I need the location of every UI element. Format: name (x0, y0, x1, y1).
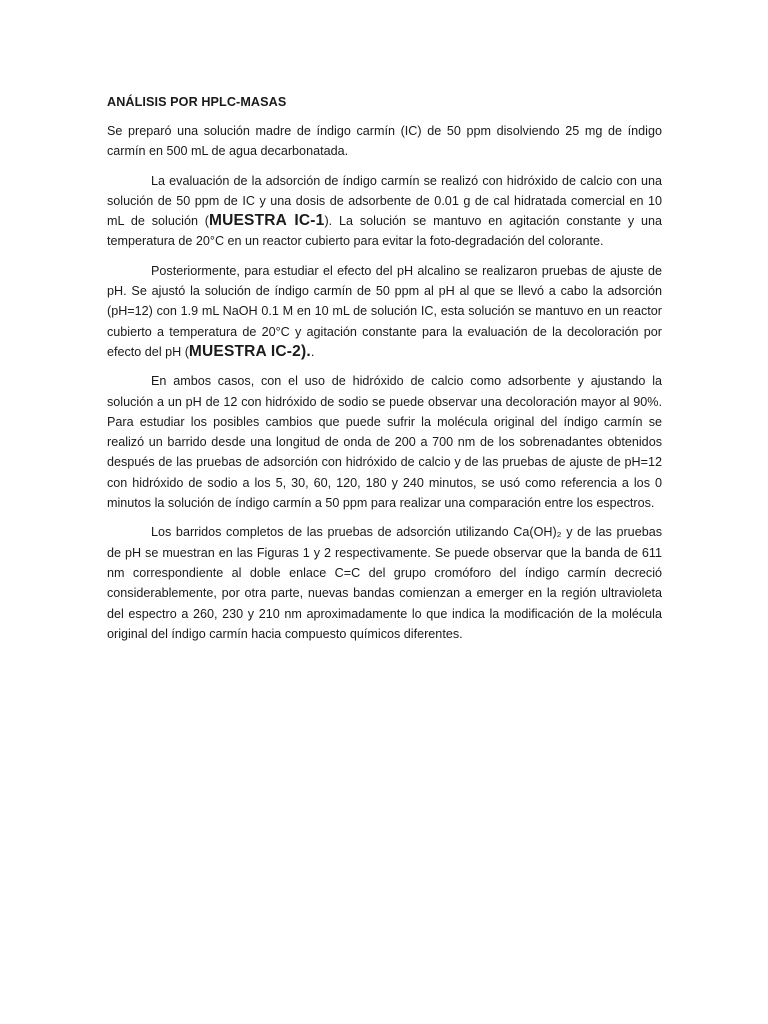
section-heading: ANÁLISIS POR HPLC-MASAS (107, 95, 287, 109)
paragraph-2 (107, 171, 662, 252)
paragraph-2-text-before: La evaluación de la adsorción de índigo carmín se realizó con hidróxido de calcio con una solución de 50 ppm de IC y una dosis de adsorbente de 0.01 g de cal hidratada comercial en 10 mL de solución ( (107, 173, 662, 229)
paragraph-3-text-after: . (310, 344, 315, 359)
paragraph-4: En ambos casos, con el uso de hidróxido de calcio como adsorbente y ajustando la solución a un pH de 12 con hidróxido de sodio se puede observar una decoloración mayor al 90%. Para estudiar los posibles cambios que puede sufrir la molécula original del índigo carmín se realizó un barrido desde una longitud de onda de 200 a 700 nm de los sobrenadantes obtenidos después de las pruebas de adsorción con hidróxido de calcio y de las pruebas de ajuste de pH=12 con hidróxido de sodio a los 5, 30, 60, 120, 180 y 240 minutos, se usó como referencia a los 0 minutos la solución de índigo carmín a 50 ppm para realizar una comparación entre los espectros. (107, 374, 662, 511)
paragraph-3 (107, 261, 662, 362)
paragraph-3-text-before: Posteriormente, para estudiar el efecto del pH alcalino se realizaron pruebas de ajuste de pH. Se ajustó la solución de índigo carmín de 50 ppm al pH al que se llevó a cabo la adsorción (pH=12) con 1.9 mL NaOH 0.1 M en 10 mL de solución IC, esta solución se mantuvo en un reactor cubierto a temperatura de 20°C y agitación constante para la evaluación de la decoloración por efecto del pH ( (107, 263, 662, 359)
paragraph-2-text-after: ). La solución se mantuvo en agitación constante y una temperatura de 20°C en un reactor cubierto para evitar la foto-degradación del colorante. (107, 214, 663, 249)
sample-label-ic1: MUESTRA IC-1 (209, 212, 325, 230)
paragraph-5: Los barridos completos de las pruebas de adsorción utilizando Ca(OH)₂ y de las pruebas de pH se muestran en las Figuras 1 y 2 respectivamente. Se puede observar que la banda de 611 nm correspondiente al doble enlace C=C del grupo cromóforo del índigo carmín decreció considerablemente, por otra parte, nuevas bandas comienzan a emerger en la región ultravioleta del espectro a 260, 230 y 210 nm aproximadamente lo que indica la modificación de la molécula original del índigo carmín hacia compuesto químicos diferentes. (107, 525, 662, 641)
paragraph-1: Se preparó una solución madre de índigo carmín (IC) de 50 ppm disolviendo 25 mg de índigo carmín en 500 mL de agua decarbonatada. (107, 124, 662, 159)
sample-label-ic2: MUESTRA IC-2). (188, 342, 311, 360)
